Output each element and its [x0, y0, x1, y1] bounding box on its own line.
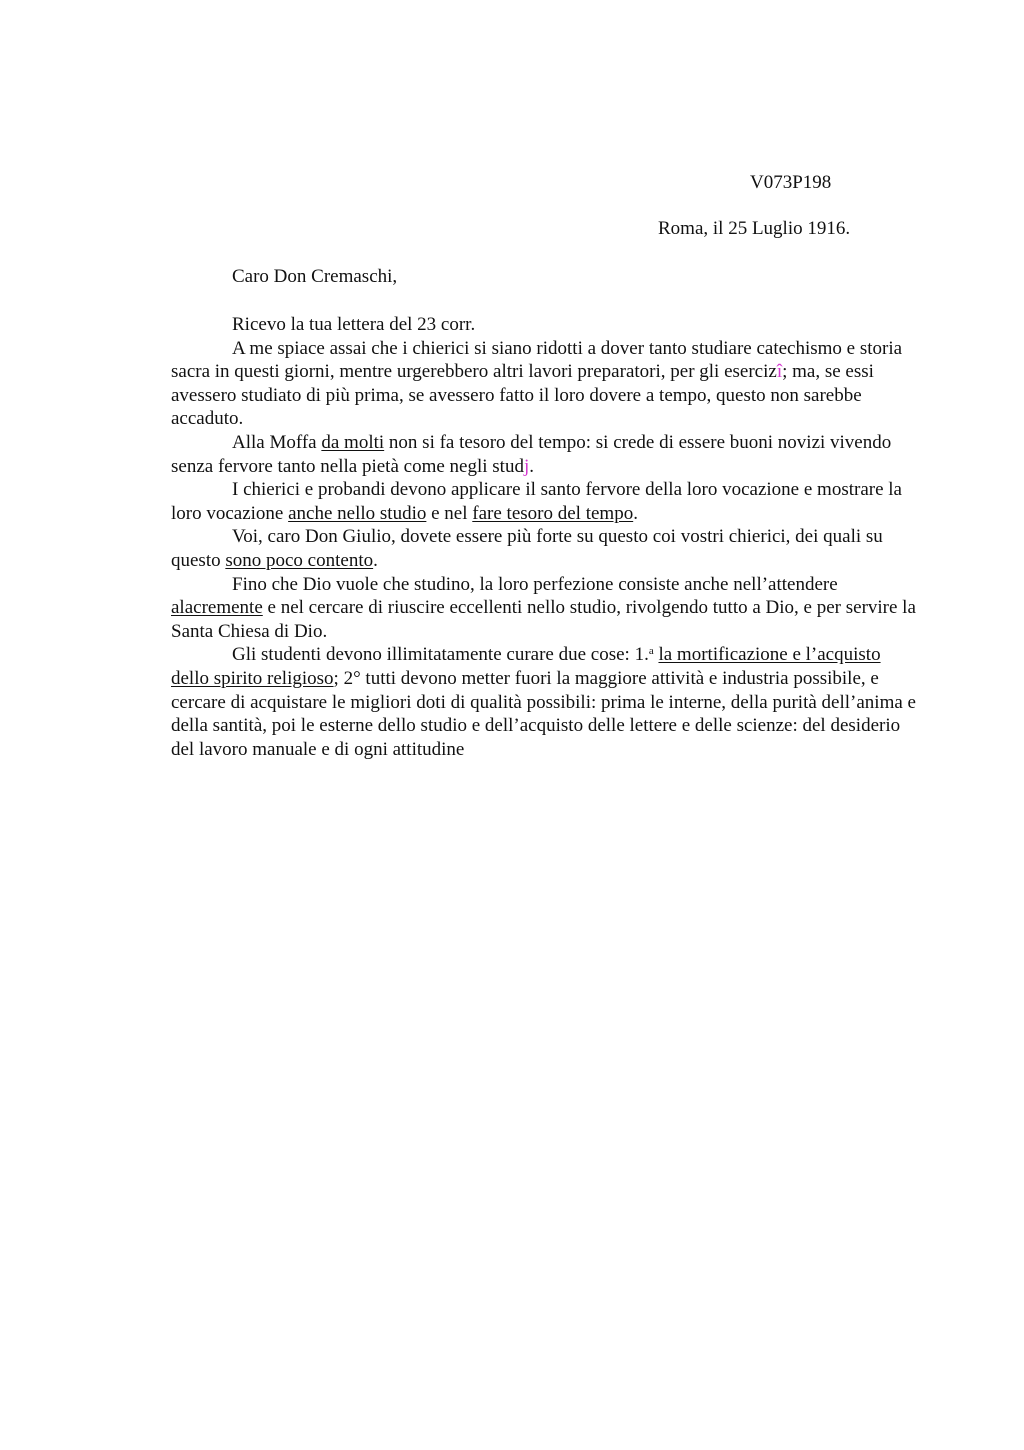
letter-date: Roma, il 25 Luglio 1916.	[658, 218, 851, 239]
paragraph-2-text-b: ; ma, se essi avessero studiato di più prima, se avessero fatto il loro dovere a tempo, questo non sarebbe accaduto.	[171, 361, 874, 430]
paragraph-4-text-a: I chierici e probandi devono applicare il santo fervore della loro vocazione e mostrare la loro vocazione	[171, 479, 902, 524]
letter-body	[171, 313, 923, 761]
paragraph-3-text-b: non si fa tesoro del tempo: si crede di essere buoni novizi vivendo senza fervore tanto nella pietà come negli stud	[171, 431, 892, 477]
ordinal-superscript: a	[648, 645, 654, 658]
paragraph-7	[171, 643, 923, 761]
paragraph-6-text-a: Fino che Dio vuole che studino, la loro perfezione consiste anche nell’attendere	[232, 573, 838, 595]
paragraph-4-text-b: e nel	[426, 502, 473, 524]
annotation-mark: j	[523, 455, 530, 477]
paragraph-1-text: Ricevo la tua lettera del 23 corr.	[232, 314, 476, 335]
paragraph-3	[171, 431, 923, 478]
paragraph-5-text-a: Voi, caro Don Giulio, dovete essere più forte su questo coi vostri chierici, dei quali su questo	[171, 526, 883, 571]
paragraph-2	[171, 337, 923, 431]
paragraph-6-text-b: e nel cercare di riuscire eccellenti nello studio, rivolgendo tutto a Dio, e per servire la Santa Chiesa di Dio.	[171, 597, 916, 642]
paragraph-2-text-a: A me spiace assai che i chierici si siano ridotti a dover tanto studiare catechismo e storia sacra in questi giorni, mentre urgerebbero altri lavori preparatori, per gli eserciz	[171, 337, 903, 383]
paragraph-3-text-c: .	[529, 455, 534, 477]
paragraph-5	[171, 525, 923, 572]
underlined-phrase: anche nello studio	[288, 502, 427, 524]
paragraph-7-text-a: Gli studenti devono illimitatamente curare due cose: 1.	[232, 644, 649, 666]
annotation-mark: î	[776, 361, 783, 383]
paragraph-6	[171, 573, 923, 644]
underlined-phrase: da molti	[321, 431, 385, 453]
underlined-phrase: fare tesoro del tempo	[472, 502, 634, 524]
paragraph-3-text-a: Alla Moffa	[232, 431, 322, 453]
paragraph-4	[171, 478, 923, 525]
salutation: Caro Don Cremaschi,	[232, 266, 398, 287]
underlined-phrase: sono poco contento	[225, 549, 374, 571]
document-reference: V073P198	[750, 172, 832, 193]
paragraph-1	[171, 313, 923, 337]
underlined-phrase: la mortificazione e l’acquisto dello spirito religioso	[171, 644, 881, 689]
paragraph-4-text-c: .	[633, 502, 638, 524]
underlined-phrase: alacremente	[171, 597, 263, 619]
paragraph-5-text-b: .	[373, 549, 378, 571]
paragraph-7-text-c: ; 2° tutti devono metter fuori la maggiore attività e industria possibile, e cercare di acquistare le migliori doti di qualità possibili: prima le interne, della purità dell’anima e della santità, poi le esterne dello studio e dell’acquisto delle lettere e delle scienze: del desiderio del lavoro manuale e di ogni attitudine	[171, 667, 916, 760]
